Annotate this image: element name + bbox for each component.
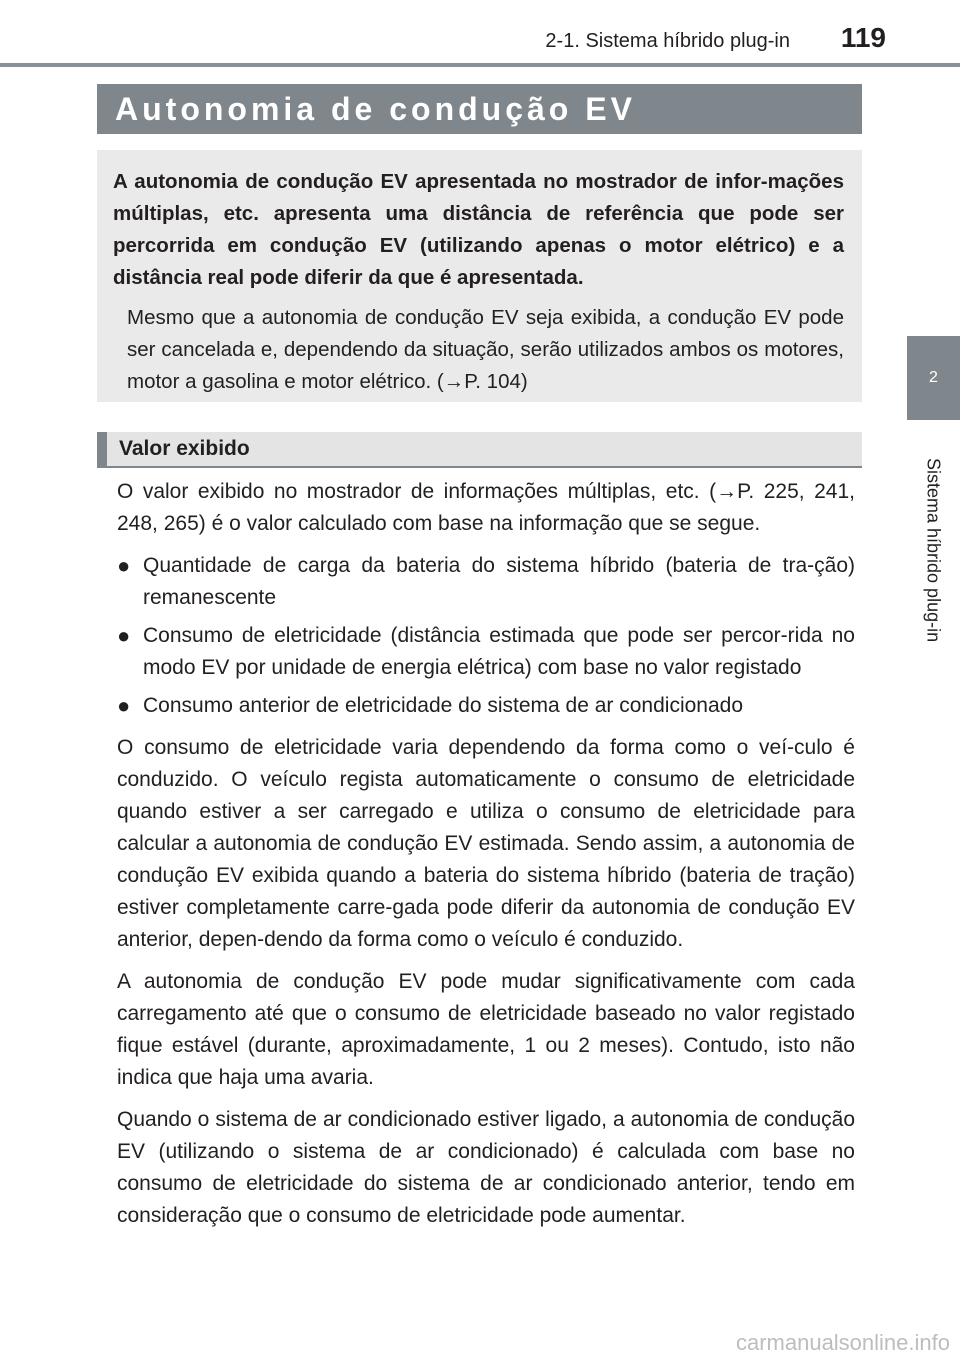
intro-box <box>97 150 862 402</box>
bullet-list <box>117 550 855 722</box>
list-item-text: Consumo de eletricidade (distância estimada que pode ser percor-rida no modo EV por unidade de energia elétrica) com base no valor registado <box>143 624 855 679</box>
body-paragraph: Quando o sistema de ar condicionado estiver ligado, a autonomia de condução EV (utilizando o sistema de ar condicionado) é calculada com base no consumo de eletricidade do sistema de ar condicionado anterior, tendo em consideração que o consumo de eletricidade pode aumentar. <box>117 1108 855 1227</box>
bullet-icon: ● <box>117 693 131 718</box>
list-item <box>117 690 855 722</box>
body-paragraph: O consumo de eletricidade varia dependendo da forma como o veí-culo é conduzido. O veículo regista automaticamente o consumo de eletricidade quando estiver a ser carregado e utiliza o consumo de eletricidade para calcular a autonomia de condução EV estimada. Sendo assim, a autonomia de condução EV exibida quando a bateria do sistema híbrido (bateria de tração) estiver completamente carre-gada pode diferir da autonomia de condução EV anterior, depen-dendo da forma como o veículo é conduzido. <box>117 736 855 951</box>
intro-note: Mesmo que a autonomia de condução EV seja exibida, a condução EV pode ser cancelada e, dependendo da situação, serão utilizados ambos os motores, motor a gasolina e motor elétrico. (→P. 104) <box>127 306 844 393</box>
subsection-heading: Valor exibido <box>119 437 250 460</box>
list-item-text: Consumo anterior de eletricidade do sistema de ar condicionado <box>143 694 744 717</box>
list-item <box>117 620 855 684</box>
chapter-label: Sistema híbrido plug-in <box>923 457 944 643</box>
subsection-bar <box>97 432 862 468</box>
running-header <box>0 0 960 66</box>
bullet-icon: ● <box>117 623 131 648</box>
header-rule <box>0 63 960 67</box>
list-item-text: Quantidade de carga da bateria do sistema híbrido (bateria de tra-ção) remanescente <box>143 554 855 609</box>
section-title: 2-1. Sistema híbrido plug-in <box>545 30 790 52</box>
title-bar <box>97 84 862 134</box>
page-title: Autonomia de condução EV <box>115 90 636 127</box>
list-item <box>117 550 855 614</box>
main-content <box>117 476 855 1242</box>
page-number: 119 <box>840 22 886 53</box>
watermark: carmanualsonline.info <box>735 1330 950 1355</box>
intro-summary: A autonomia de condução EV apresentada no mostrador de infor-mações múltiplas, etc. apresenta uma distância de referência que pode ser percorrida em condução EV (utilizando apenas o motor elétrico) e a distância real pode diferir da que é apresentada. <box>113 170 844 289</box>
chapter-number: 2 <box>929 369 938 386</box>
body-paragraph: A autonomia de condução EV pode mudar significativamente com cada carregamento até que o consumo de eletricidade baseado no valor registado fique estável (durante, aproximadamente, 1 ou 2 meses). Contudo, isto não indica que haja uma avaria. <box>117 970 855 1089</box>
lead-paragraph: O valor exibido no mostrador de informações múltiplas, etc. (→P. 225, 241, 248, 265) é o valor calculado com base na informação que se segue. <box>117 480 855 535</box>
chapter-tab <box>907 336 960 420</box>
bullet-icon: ● <box>117 553 131 578</box>
